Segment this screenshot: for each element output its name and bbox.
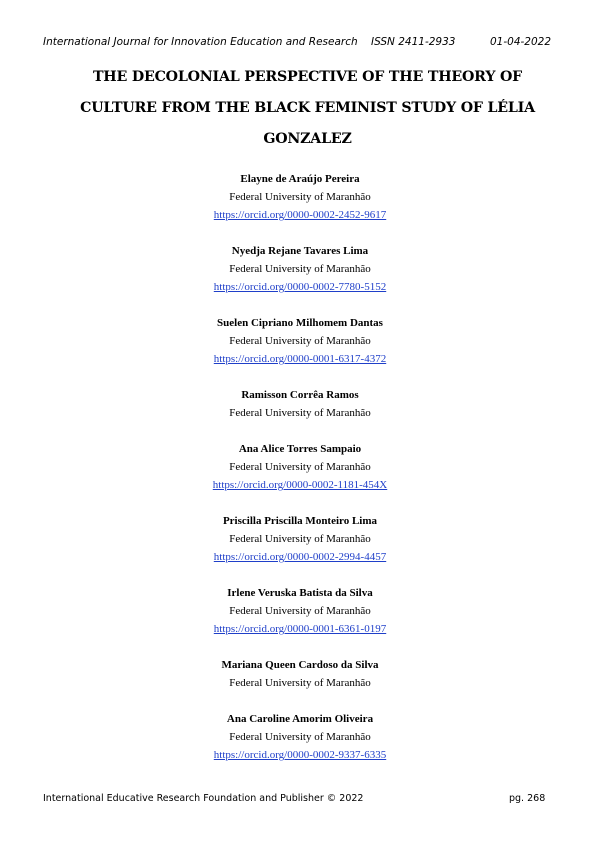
author-block xyxy=(100,242,500,296)
orcid-link[interactable]: https://orcid.org/0000-0002-1181-454X xyxy=(212,479,388,491)
orcid-link[interactable]: https://orcid.org/0000-0001-6317-4372 xyxy=(213,353,387,365)
author-affiliation: Federal University of Maranhão xyxy=(229,677,371,689)
author-block xyxy=(100,170,500,224)
author-name: Priscilla Priscilla Monteiro Lima xyxy=(222,515,378,527)
author-block xyxy=(100,440,500,494)
author-block xyxy=(100,512,500,566)
title-line: GONZALEZ xyxy=(263,131,352,147)
author-affiliation: Federal University of Maranhão xyxy=(229,605,371,617)
journal-name: International Journal for Innovation Education and Research xyxy=(43,36,358,48)
orcid-line xyxy=(100,350,500,368)
author-block xyxy=(100,386,500,422)
author-block xyxy=(100,584,500,638)
orcid-line xyxy=(100,548,500,566)
author-name: Suelen Cipriano Milhomem Dantas xyxy=(217,317,383,329)
publisher-notice: International Educative Research Foundation and Publisher © 2022 xyxy=(43,793,364,804)
author-block xyxy=(100,656,500,692)
title-line: CULTURE FROM THE BLACK FEMINIST STUDY OF LÉLIA xyxy=(80,100,535,116)
orcid-line xyxy=(100,206,500,224)
orcid-link[interactable]: https://orcid.org/0000-0002-2994-4457 xyxy=(213,551,387,563)
orcid-line xyxy=(100,746,500,764)
author-name: Ana Alice Torres Sampaio xyxy=(238,443,362,455)
publication-date: 01-04-2022 xyxy=(490,36,552,48)
title-line: THE DECOLONIAL PERSPECTIVE OF THE THEORY OF xyxy=(92,69,523,85)
author-affiliation: Federal University of Maranhão xyxy=(229,191,371,203)
orcid-link[interactable]: https://orcid.org/0000-0002-7780-5152 xyxy=(213,281,387,293)
author-name: Ramisson Corrêa Ramos xyxy=(241,389,359,401)
paper-title xyxy=(60,62,555,155)
orcid-line xyxy=(100,278,500,296)
author-name: Nyedja Rejane Tavares Lima xyxy=(231,245,369,257)
page-number: pg. 268 xyxy=(509,793,546,804)
author-affiliation: Federal University of Maranhão xyxy=(229,731,371,743)
orcid-line xyxy=(100,620,500,638)
author-name: Mariana Queen Cardoso da Silva xyxy=(221,659,379,671)
orcid-link[interactable]: https://orcid.org/0000-0002-2452-9617 xyxy=(213,209,387,221)
orcid-link[interactable]: https://orcid.org/0000-0002-9337-6335 xyxy=(213,749,387,761)
author-name: Ana Caroline Amorim Oliveira xyxy=(226,713,374,725)
orcid-line xyxy=(100,476,500,494)
author-affiliation: Federal University of Maranhão xyxy=(229,461,371,473)
issn: ISSN 2411-2933 xyxy=(371,36,456,48)
author-affiliation: Federal University of Maranhão xyxy=(229,335,371,347)
author-list xyxy=(100,170,500,782)
author-affiliation: Federal University of Maranhão xyxy=(229,263,371,275)
author-name: Irlene Veruska Batista da Silva xyxy=(227,587,373,599)
running-header xyxy=(43,36,553,52)
author-block xyxy=(100,710,500,764)
author-affiliation: Federal University of Maranhão xyxy=(229,533,371,545)
author-affiliation: Federal University of Maranhão xyxy=(229,407,371,419)
page-footer xyxy=(43,793,553,807)
author-name: Elayne de Araújo Pereira xyxy=(240,173,360,185)
orcid-link[interactable]: https://orcid.org/0000-0001-6361-0197 xyxy=(213,623,387,635)
author-block xyxy=(100,314,500,368)
